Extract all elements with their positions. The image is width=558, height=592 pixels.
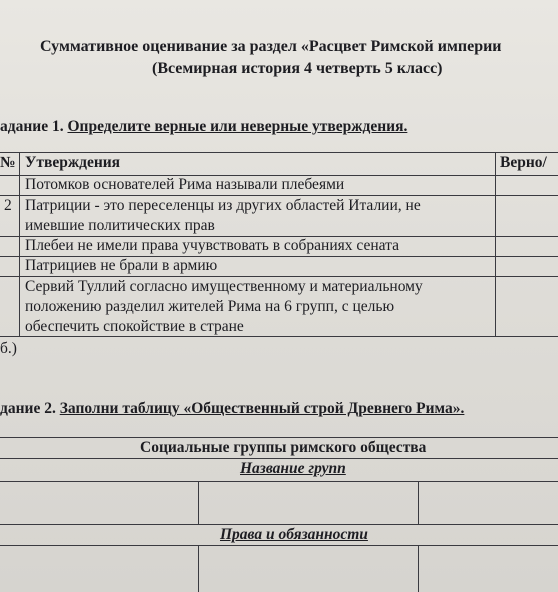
statement-2-line-1: Патриции - это переселенцы из других областей Италии, не (25, 197, 421, 214)
task1-prefix: адание 1. (0, 118, 64, 135)
statement-num-2: 2 (4, 197, 12, 214)
table-line (0, 458, 558, 459)
table-line (19, 152, 20, 336)
score-note: б.) (0, 340, 17, 357)
title-line-1: Суммативное оценивание за раздел «Расцвет Римской империи (40, 38, 502, 55)
statement-5-line-2: положению разделил жителей Рима на 6 групп, с целью (25, 298, 395, 315)
worksheet-title (40, 36, 558, 80)
table-title: Социальные группы римского общества (140, 439, 427, 456)
table-line (418, 545, 419, 592)
col-header-num: № (0, 154, 16, 171)
table-line (418, 481, 419, 524)
row-label-group-names: Название групп (240, 460, 346, 477)
task1-heading (0, 118, 407, 136)
task2-heading (0, 400, 464, 418)
task2-prefix: дание 2. (0, 400, 56, 417)
task1-instruction: Определите верные или неверные утверждения. (67, 118, 408, 135)
statement-5-line-1: Сервий Туллий согласно имущественному и материальному (25, 278, 423, 295)
statement-5-line-3: обеспечить спокойствие в стране (25, 318, 244, 335)
table-line (0, 524, 558, 525)
statement-4: Патрициев не брали в армию (25, 257, 218, 274)
table-line (198, 481, 199, 524)
table-line (0, 481, 558, 482)
table-line (0, 437, 558, 438)
row-label-rights-duties: Права и обязанности (220, 526, 368, 543)
table-line (0, 545, 558, 546)
statement-2-line-2: имевшие политических прав (25, 217, 215, 234)
table-line (198, 545, 199, 592)
col-header-statements: Утверждения (25, 154, 121, 171)
statement-3: Плебеи не имели права учувствовать в собраниях сената (25, 237, 399, 254)
statement-1: Потомков основателей Рима называли плебеями (25, 176, 345, 193)
col-header-truth: Верно/ (500, 154, 547, 171)
task2-instruction: Заполни таблицу «Общественный строй Древнего Рима». (59, 400, 465, 417)
title-line-2: (Всемирная история 4 четверть 5 класс) (152, 60, 443, 77)
table-line (495, 152, 496, 336)
